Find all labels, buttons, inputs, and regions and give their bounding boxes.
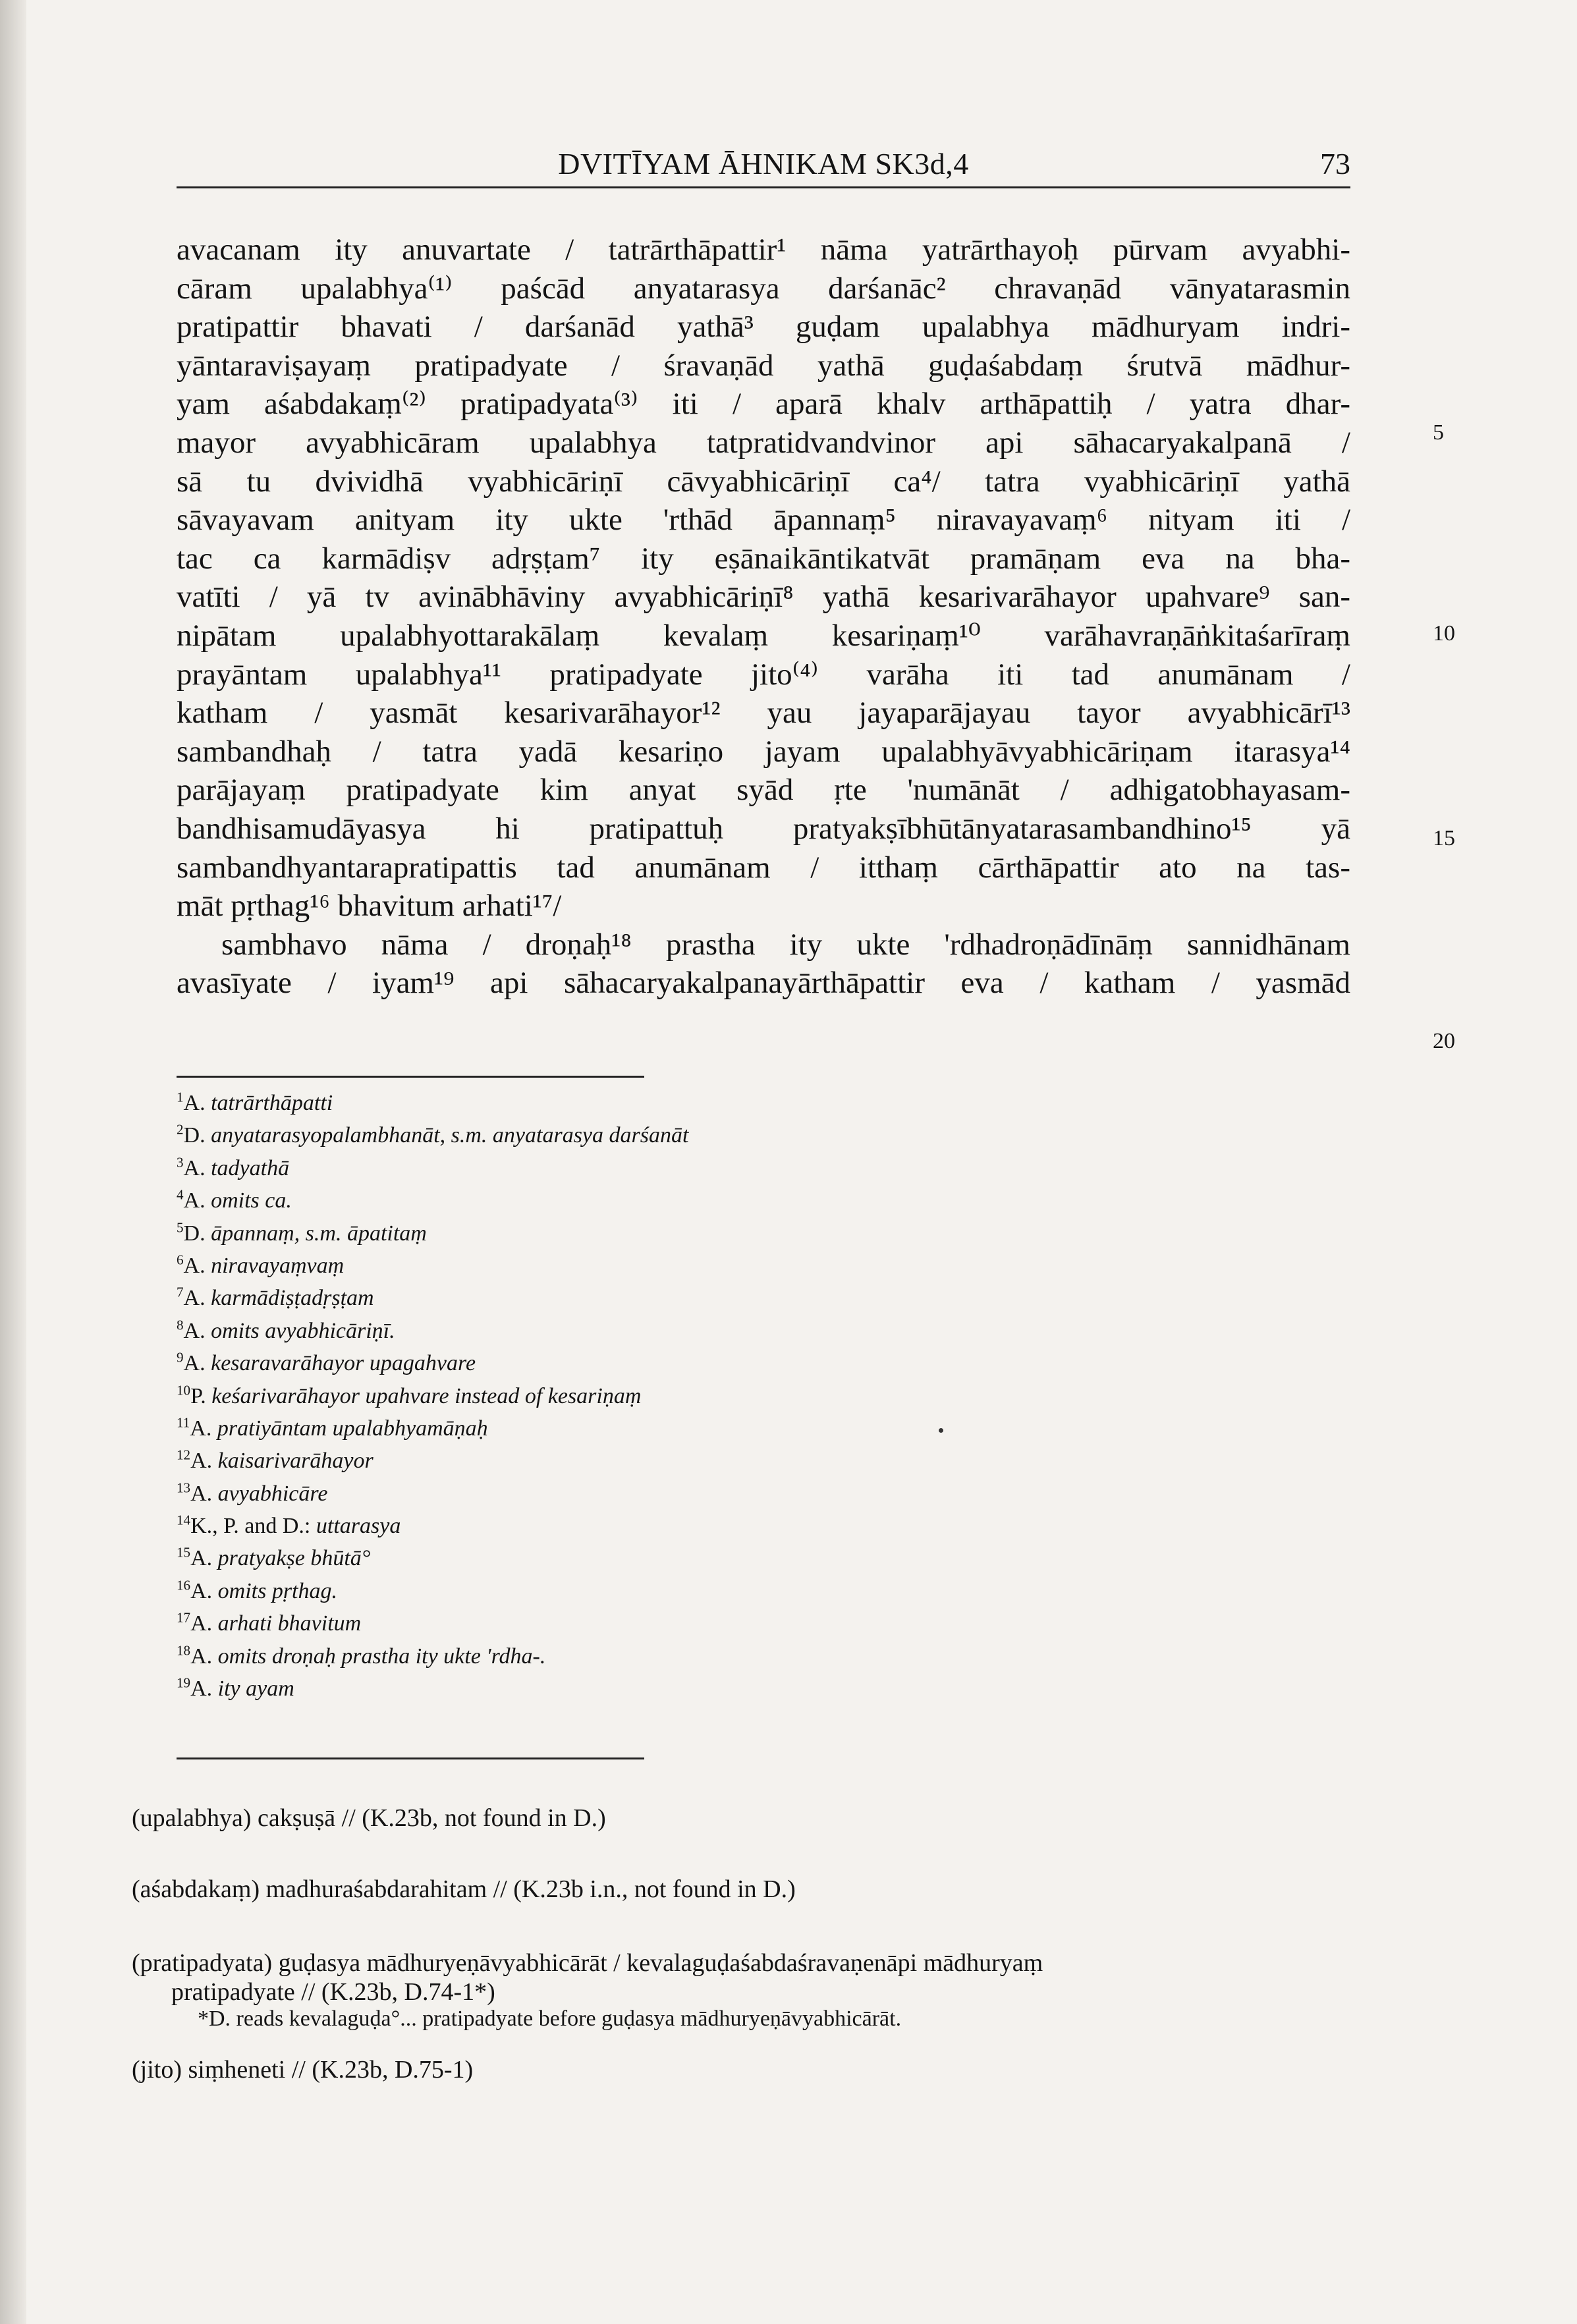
footnote-source: A. [183, 1188, 206, 1213]
footnote-mark: 4 [177, 1186, 184, 1203]
footnote-reading: keśarivarāhayor upahvare instead of kesariṇaṃ [211, 1383, 642, 1408]
endnote-text-continued: pratipadyate // (K.23b, D.74-1*) [171, 1978, 495, 2006]
endnote-subnote: *D. reads kevalaguḍa°... pratipadyate before guḍasya mādhuryeṇāvyabhicārāt. [198, 2006, 902, 2031]
footnote-source: A. [183, 1286, 206, 1311]
footnote-9 [177, 1347, 1296, 1379]
footnote-reading: omits droṇaḥ prastha ity ukte 'rdha-. [217, 1644, 546, 1669]
text-line: vatīti / yā tv avinābhāviny avyabhicāriṇī⁸ yathā kesarivarāhayor upahvare⁹ san- [177, 580, 1350, 615]
footnote-mark: 8 [177, 1317, 184, 1333]
footnote-mark: 9 [177, 1349, 184, 1366]
footnote-source: A. [183, 1155, 206, 1180]
footnote-14 [177, 1510, 1296, 1542]
text-line: bandhisamudāyasya hi pratipattuḥ pratyakṣībhūtānyatarasambandhino¹⁵ yā [177, 811, 1350, 846]
footnote-source: A. [190, 1611, 213, 1636]
footnote-5 [177, 1217, 1296, 1250]
footnote-mark: 16 [177, 1577, 191, 1593]
footnote-source: A. [190, 1644, 213, 1669]
footnote-17 [177, 1607, 1296, 1640]
line-number: 10 [1433, 621, 1455, 646]
text-line: sambhavo nāma / droṇaḥ¹⁸ prastha ity ukte 'rdhadroṇādīnāṃ sannidhānam [221, 927, 1350, 962]
text-line: parājayaṃ pratipadyate kim anyat syād ṛte 'numānāt / adhigatobhayasam- [177, 773, 1350, 808]
footnote-source: D. [183, 1123, 206, 1148]
endnote-text: (jito) siṃheneti // (K.23b, D.75-1) [132, 2056, 474, 2084]
footnote-source: A. [190, 1449, 213, 1474]
footnote-reading: avyabhicāre [217, 1481, 328, 1506]
footnote-10 [177, 1380, 1296, 1412]
footnote-18 [177, 1640, 1296, 1673]
page-edge-shadow [0, 0, 26, 2324]
text-line: sā tu dvividhā vyabhicāriṇī cāvyabhicāriṇī ca⁴/ tatra vyabhicāriṇī yathā [177, 464, 1350, 499]
footnote-mark: 2 [177, 1122, 184, 1138]
footnote-3 [177, 1152, 1296, 1184]
text-line: sāvayavam anityam ity ukte 'rthād āpannaṃ⁵ niravayavaṃ⁶ nityam iti / [177, 503, 1350, 538]
line-number: 15 [1433, 826, 1455, 850]
footnote-mark: 11 [177, 1414, 190, 1431]
footnote-source: A. [190, 1416, 212, 1441]
text-line: avacanam ity anuvartate / tatrārthāpattir¹ nāma yatrārthayoḥ pūrvam avyabhi- [177, 233, 1350, 267]
footnote-source: A. [183, 1351, 206, 1376]
text-line: sambandhyantarapratipattis tad anumānam / itthaṃ cārthāpattir ato na tas- [177, 850, 1350, 885]
text-line: tac ca karmādiṣv adṛṣṭam⁷ ity eṣānaikāntikatvāt pramāṇam eva na bha- [177, 541, 1350, 576]
footnote-reading: anyatarasyopalambhanāt, s.m. anyatarasya darśanāt [211, 1123, 689, 1148]
header-rule [177, 186, 1350, 188]
footnote-source: P. [190, 1383, 206, 1408]
footnote-7 [177, 1282, 1296, 1314]
footnote-mark: 18 [177, 1642, 191, 1659]
footnote-mark: 17 [177, 1609, 191, 1626]
footnote-mark: 1 [177, 1089, 184, 1105]
footnote-mark: 3 [177, 1154, 184, 1171]
text-line: avasīyate / iyam¹⁹ api sāhacaryakalpanayārthāpattir eva / katham / yasmād [177, 966, 1350, 1001]
endnote-text: (pratipadyata) guḍasya mādhuryeṇāvyabhicārāt / kevalaguḍaśabdaśravaṇenāpi mādhuryaṃ [132, 1949, 1043, 1977]
endnote [132, 1804, 1383, 1833]
footnote-reading: ity ayam [217, 1676, 294, 1702]
endnote-rule [177, 1757, 644, 1759]
endnote-text: (aśabdakaṃ) madhuraśabdarahitam // (K.23b i.n., not found in D.) [132, 1875, 796, 1903]
endnote [132, 2055, 1383, 2084]
footnote-rule [177, 1076, 644, 1078]
footnote-11 [177, 1412, 1296, 1445]
footnote-source: A. [183, 1318, 206, 1343]
footnote-mark: 6 [177, 1252, 184, 1268]
text-line: prayāntam upalabhya¹¹ pratipadyate jito⁽⁴⁾ varāha iti tad anumānam / [177, 657, 1350, 692]
endnote-text: (upalabhya) cakṣuṣā // (K.23b, not found in D.) [132, 1804, 606, 1832]
footnote-source: A. [190, 1676, 213, 1702]
footnote-6 [177, 1250, 1296, 1282]
footnote-mark: 12 [177, 1447, 191, 1463]
footnote-mark: 14 [177, 1512, 191, 1528]
footnote-source: D. [183, 1221, 206, 1246]
footnote-mark: 15 [177, 1545, 191, 1561]
footnote-reading: omits ca. [211, 1188, 292, 1213]
footnote-reading: pratiyāntam upalabhyamāṇaḥ [217, 1416, 488, 1441]
text-line: pratipattir bhavati / darśanād yathā³ guḍam upalabhya mādhuryam indri- [177, 310, 1350, 345]
text-line: māt pṛthag¹⁶ bhavitum arhati¹⁷/ [177, 889, 562, 924]
running-header [177, 146, 1350, 187]
footnote-source: A. [183, 1253, 206, 1278]
footnote-mark: 10 [177, 1382, 191, 1398]
footnote-8 [177, 1315, 1296, 1347]
text-line: yam aśabdakaṃ⁽²⁾ pratipadyata⁽³⁾ iti / aparā khalv arthāpattiḥ / yatra dhar- [177, 387, 1350, 422]
footnote-reading: niravayaṃvaṃ [211, 1253, 345, 1278]
footnote-19 [177, 1673, 1296, 1705]
footnote-source: A. [183, 1091, 206, 1115]
footnote-2 [177, 1119, 1296, 1151]
footnote-1 [177, 1087, 1296, 1119]
text-line: yāntaraviṣayaṃ pratipadyate / śravaṇād yathā guḍaśabdaṃ śrutvā mādhur- [177, 348, 1350, 383]
footnote-reading: tadyathā [211, 1155, 290, 1180]
footnote-reading: omits avyabhicāriṇī. [211, 1318, 395, 1343]
footnote-4 [177, 1184, 1296, 1217]
footnote-mark: 7 [177, 1285, 184, 1301]
text-line: nipātam upalabhyottarakālaṃ kevalaṃ kesariṇaṃ¹⁰ varāhavraṇāṅkitaśarīraṃ [177, 618, 1350, 653]
footnote-16 [177, 1575, 1296, 1607]
footnote-reading: arhati bhavitum [217, 1611, 362, 1636]
footnote-reading: omits pṛthag. [217, 1578, 337, 1603]
footnote-15 [177, 1542, 1296, 1574]
footnote-reading: uttarasya [316, 1514, 401, 1539]
footnote-source: A. [190, 1481, 213, 1506]
footnote-source: A. [190, 1578, 213, 1603]
text-line: mayor avyabhicāram upalabhya tatpratidvandvinor api sāhacaryakalpanā / [177, 425, 1350, 460]
text-line: sambandhaḥ / tatra yadā kesariṇo jayam upalabhyāvyabhicāriṇam itarasya¹⁴ [177, 734, 1350, 769]
line-number: 5 [1433, 420, 1444, 445]
endnote [132, 1949, 1383, 2032]
endnote [132, 1875, 1383, 1904]
footnote-source: A. [190, 1546, 213, 1571]
footnote-reading: pratyakṣe bhūtā° [217, 1546, 371, 1571]
footnote-12 [177, 1445, 1296, 1477]
variant-footnotes [177, 1087, 1296, 1705]
footnote-mark: 5 [177, 1219, 184, 1236]
text-line: cāram upalabhya⁽¹⁾ paścād anyatarasya darśanāc² chravaṇād vānyatarasmin [177, 271, 1350, 306]
main-text-block [177, 231, 1350, 1003]
footnote-13 [177, 1478, 1296, 1510]
footnote-reading: tatrārthāpatti [211, 1091, 333, 1115]
line-number: 20 [1433, 1029, 1455, 1053]
scan-speck [939, 1428, 943, 1433]
page-number: 73 [1320, 147, 1350, 180]
footnote-reading: kesaravarāhayor upagahvare [211, 1351, 476, 1376]
footnote-reading: kaisarivarāhayor [217, 1449, 374, 1474]
footnote-mark: 19 [177, 1674, 191, 1691]
footnote-reading: āpannaṃ, s.m. āpatitaṃ [211, 1221, 427, 1246]
footnote-reading: karmādiṣṭadṛṣṭam [211, 1286, 374, 1311]
text-line: katham / yasmāt kesarivarāhayor¹² yau jayaparājayau tayor avyabhicārī¹³ [177, 696, 1350, 731]
footnote-mark: 13 [177, 1480, 191, 1496]
footnote-source: K., P. and D.: [190, 1514, 311, 1539]
running-title: DVITĪYAM ĀHNIKAM SK3d,4 [558, 147, 969, 180]
